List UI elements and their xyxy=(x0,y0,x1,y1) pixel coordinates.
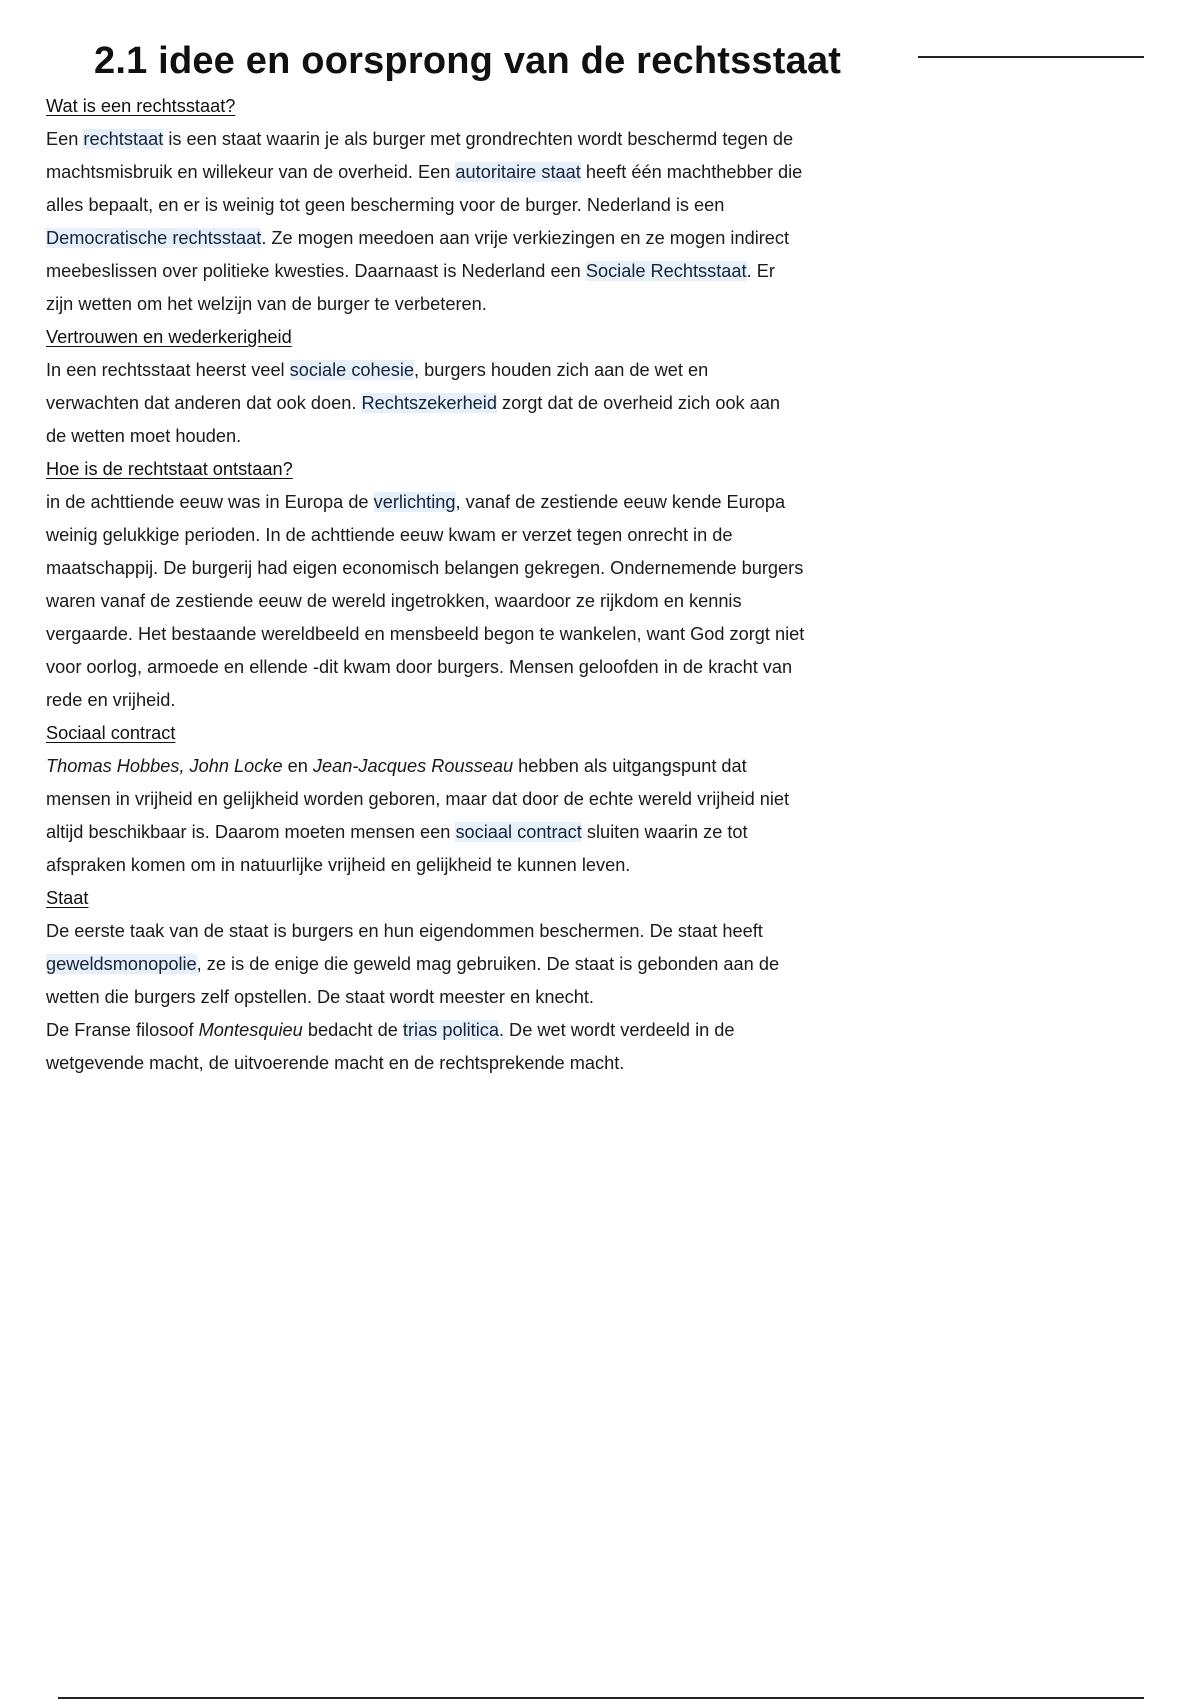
body-line: weinig gelukkige perioden. In de achttiende eeuw kwam er verzet tegen onrecht in de xyxy=(46,525,733,545)
text: De Franse filosoof xyxy=(46,1020,199,1040)
text: hebben als uitgangspunt dat xyxy=(513,756,747,776)
body-line: voor oorlog, armoede en ellende -dit kwam door burgers. Mensen geloofden in de kracht van xyxy=(46,657,793,677)
body-line: vergaarde. Het bestaande wereldbeeld en mensbeeld begon te wankelen, want God zorgt niet xyxy=(46,624,805,644)
bottom-divider xyxy=(58,1697,1144,1699)
italic-name: Jean-Jacques Rousseau xyxy=(312,756,514,776)
text: meebeslissen over politieke kwesties. Daarnaast is Nederland een xyxy=(46,261,586,281)
body-line: rede en vrijheid. xyxy=(46,690,176,710)
body-line xyxy=(46,387,876,420)
page-title: 2.1 idee en oorsprong van de rechtsstaat xyxy=(94,40,842,82)
body-line: alles bepaalt, en er is weinig tot geen bescherming voor de burger. Nederland is een xyxy=(46,195,725,215)
text: machtsmisbruik en willekeur van de overheid. Een xyxy=(46,162,456,182)
body-line: wetten die burgers zelf opstellen. De staat wordt meester en knecht. xyxy=(46,987,594,1007)
body-line xyxy=(46,948,876,981)
body-line xyxy=(46,1014,876,1047)
body-line xyxy=(46,255,876,288)
text: , vanaf de zestiende eeuw kende Europa xyxy=(455,492,786,512)
text: is een staat waarin je als burger met grondrechten wordt beschermd tegen de xyxy=(163,129,794,149)
body-line xyxy=(46,750,876,783)
text: , burgers houden zich aan de wet en xyxy=(414,360,709,380)
body-line xyxy=(46,156,876,189)
body-line: waren vanaf de zestiende eeuw de wereld ingetrokken, waardoor ze rijkdom en kennis xyxy=(46,591,742,611)
section-heading xyxy=(46,90,876,123)
text: heeft één machthebber die xyxy=(580,162,803,182)
section-heading xyxy=(46,717,876,750)
text: in de achttiende eeuw was in Europa de xyxy=(46,492,374,512)
section-heading xyxy=(46,453,876,486)
highlighted-term: autoritaire staat xyxy=(455,162,581,182)
body-line: wetgevende macht, de uitvoerende macht en de rechtsprekende macht. xyxy=(46,1053,625,1073)
highlighted-term: sociale cohesie xyxy=(289,360,415,380)
highlighted-term: geweldsmonopolie xyxy=(46,954,197,974)
heading-text: Sociaal contract xyxy=(46,723,176,743)
text: altijd beschikbaar is. Daarom moeten mensen een xyxy=(46,822,456,842)
body-line: zijn wetten om het welzijn van de burger te verbeteren. xyxy=(46,294,487,314)
text: . Ze mogen meedoen aan vrije verkiezingen en ze mogen indirect xyxy=(261,228,790,248)
italic-names: Thomas Hobbes, John Locke xyxy=(46,756,283,776)
highlighted-term: sociaal contract xyxy=(455,822,582,842)
highlighted-term: verlichting xyxy=(373,492,456,512)
body-line xyxy=(46,123,876,156)
body-line xyxy=(46,486,876,519)
body-line: de wetten moet houden. xyxy=(46,426,242,446)
body-line: De eerste taak van de staat is burgers en hun eigendommen beschermen. De staat heeft xyxy=(46,921,763,941)
body-line xyxy=(46,816,876,849)
text: bedacht de xyxy=(302,1020,403,1040)
text: verwachten dat anderen dat ook doen. xyxy=(46,393,362,413)
body-line: maatschappij. De burgerij had eigen economisch belangen gekregen. Ondernemende burgers xyxy=(46,558,804,578)
body-line xyxy=(46,354,876,387)
text: . Er xyxy=(746,261,775,281)
text: zorgt dat de overheid zich ook aan xyxy=(496,393,781,413)
heading-text: Hoe is de rechtstaat ontstaan? xyxy=(46,459,293,479)
text: en xyxy=(282,756,313,776)
text: Een xyxy=(46,129,84,149)
highlighted-term: Sociale Rechtsstaat xyxy=(585,261,747,281)
heading-text: Vertrouwen en wederkerigheid xyxy=(46,327,292,347)
text: . De wet wordt verdeeld in de xyxy=(498,1020,735,1040)
highlighted-term: rechtstaat xyxy=(83,129,164,149)
top-divider xyxy=(918,56,1144,58)
text: , ze is de enige die geweld mag gebruiken. De staat is gebonden aan de xyxy=(196,954,780,974)
section-heading xyxy=(46,321,876,354)
italic-name: Montesquieu xyxy=(198,1020,303,1040)
body-line: mensen in vrijheid en gelijkheid worden geboren, maar dat door de echte wereld vrijheid niet xyxy=(46,789,790,809)
highlighted-term: Rechtszekerheid xyxy=(361,393,497,413)
text: sluiten waarin ze tot xyxy=(581,822,748,842)
body-line xyxy=(46,222,876,255)
heading-text: Wat is een rechtsstaat? xyxy=(46,96,236,116)
document-body xyxy=(46,90,876,1080)
heading-text: Staat xyxy=(46,888,89,908)
section-heading xyxy=(46,882,876,915)
highlighted-term: trias politica xyxy=(402,1020,499,1040)
highlighted-term: Democratische rechtsstaat xyxy=(46,228,262,248)
body-line: afspraken komen om in natuurlijke vrijheid en gelijkheid te kunnen leven. xyxy=(46,855,631,875)
text: In een rechtsstaat heerst veel xyxy=(46,360,290,380)
